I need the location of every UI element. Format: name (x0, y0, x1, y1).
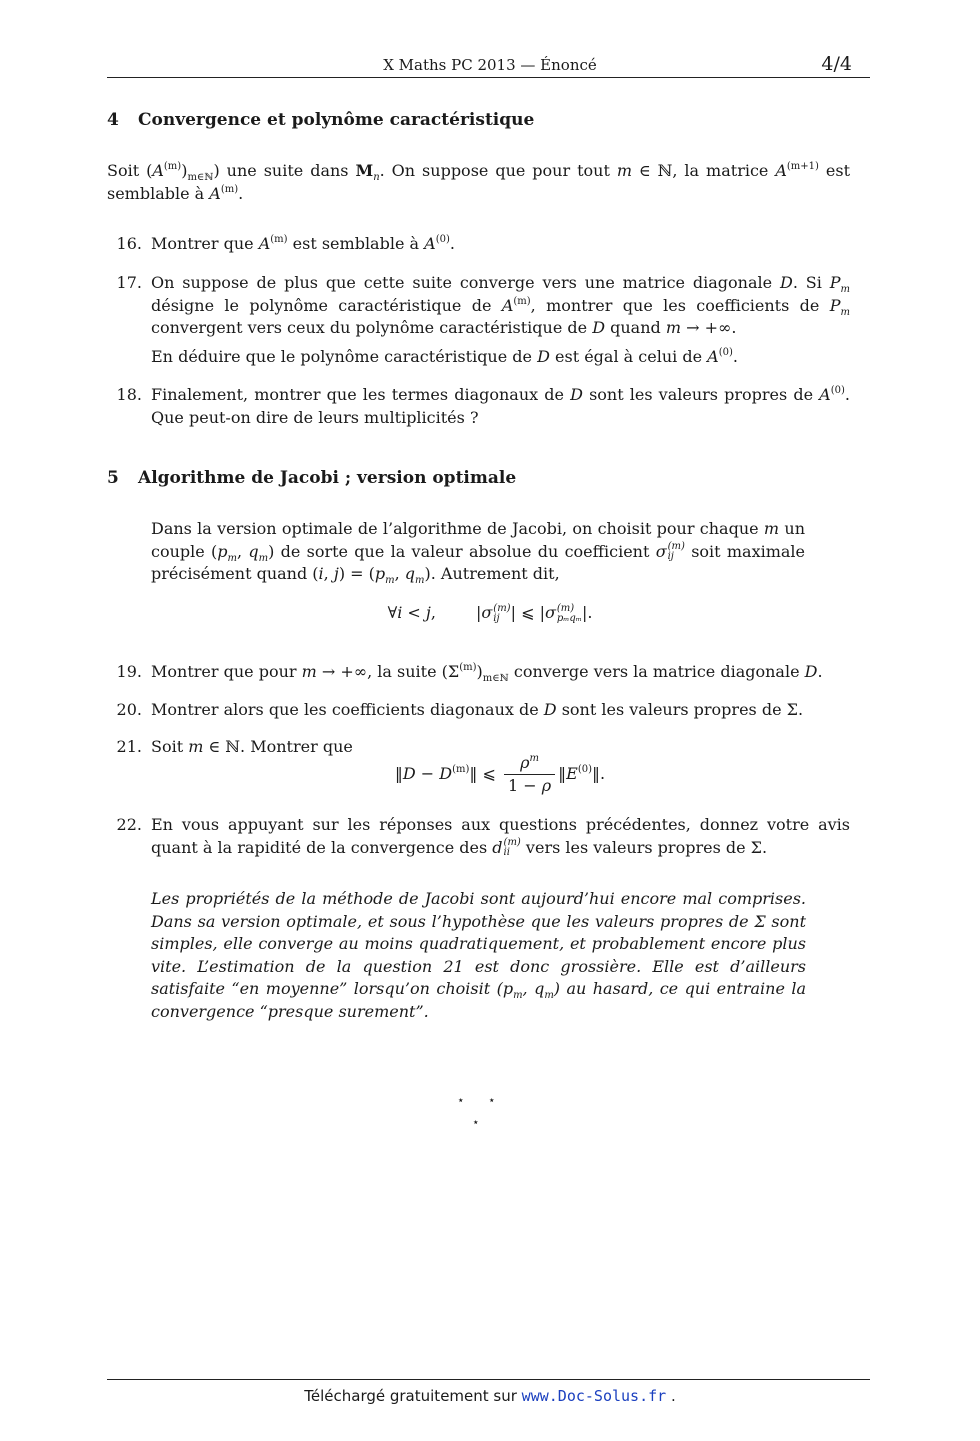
equation-max-coefficient: ∀i < j, |σ (m) ij | ⩽ |σ (m) pₘqₘ |. (387, 602, 593, 624)
question-number: 19. (116, 662, 142, 681)
question-19: Montrer que pour m → +∞, la suite $(\Sigma^{(m)})_{m\in ℕ}$ converge vers la matrice diagonale D. (151, 662, 823, 684)
section-number: 4 (107, 110, 119, 130)
question-number: 17. (116, 273, 142, 292)
remark-paragraph: Les propriétés de la méthode de Jacobi sont aujourd’hui encore mal comprises. Dans sa version optimale, et sous l’hypothèse que les valeurs propres de Σ sont simples, elle converge au moins quadratiquement, et probablement encore plus vite. L’estimation de la question 21 est donc grossière. Elle est d’ailleurs satisfaite “en moyenne” lorsqu’on choisit ($p_m$, $q_m$) au hasard, ce qui entraine la convergence “presque surement”. (151, 889, 807, 1021)
section-title: Algorithme de Jacobi ; version optimale (138, 468, 517, 488)
star-ornament: ⋆ (488, 1093, 496, 1107)
question-20: Montrer alors que les coefficients diagonaux de D sont les valeurs propres de Σ. (151, 700, 804, 719)
fraction: $\frac{\rho^m}{1 - \rho}$ (504, 752, 555, 797)
question-16: Montrer que $A^{(m)}$ est semblable à $A^{(0)}$. (151, 234, 455, 253)
question-number: 21. (116, 737, 142, 756)
footer-rule (107, 1379, 870, 1380)
section-5-heading (107, 468, 516, 488)
running-header-title: X Maths PC 2013 — Énoncé (383, 56, 597, 74)
question-18: Finalement, montrer que les termes diagonaux de D sont les valeurs propres de $A^{(0)}$. Que peut-on dire de leurs multiplicités ? (151, 385, 850, 427)
page-number: 4/4 (821, 53, 852, 75)
footer-text: Téléchargé gratuitement sur (304, 1387, 522, 1405)
header-rule (107, 77, 870, 78)
question-number: 22. (116, 815, 142, 834)
question-17-part-2: En déduire que le polynôme caractéristique de D est égal à celui de $A^{(0)}$. (151, 347, 738, 366)
star-ornament: ⋆ (472, 1115, 480, 1129)
question-number: 20. (116, 700, 142, 719)
question-21: Soit m ∈ ℕ. Montrer que (151, 737, 353, 756)
question-17: On suppose de plus que cette suite converge vers une matrice diagonale D. Si $P_m$ désigne le polynôme caractéristique de $A^{(m)}$, montrer que les coefficients de $P_m$ convergent vers ceux du polynôme caractéristique de D quand m → +∞. (151, 273, 850, 337)
section-4-heading (107, 110, 534, 130)
intro-paragraph: Soit $(A^{(m)})_{m\in ℕ}$) une suite dans $M_n$. On suppose que pour tout m ∈ ℕ, la matrice $A^{(m+1)}$ est semblable à $A^{(m)}$. (107, 161, 851, 203)
section-number: 5 (107, 468, 119, 488)
star-ornament: ⋆ (457, 1093, 465, 1107)
question-22: En vous appuyant sur les réponses aux questions précédentes, donnez votre avis quant à la rapidité de la convergence des d (m) ii vers les valeurs propres de Σ. (151, 815, 850, 858)
footer-link[interactable]: www.Doc-Solus.fr (521, 1387, 667, 1405)
section-title: Convergence et polynôme caractéristique (138, 110, 535, 130)
footer: Téléchargé gratuitement sur www.Doc-Solus.fr . (304, 1387, 676, 1405)
question-number: 16. (116, 234, 142, 253)
jacobi-paragraph: Dans la version optimale de l’algorithme de Jacobi, on choisit pour chaque m un couple ($p_m$, $q_m$) de sorte que la valeur absolue du coefficient σ (m) ij soit maximale précisément quand (i, $j) = (p_m$, $q_m$). Autrement dit, (151, 519, 806, 586)
equation-error-bound: ‖D − $D^{(m)}‖$ ⩽ $\frac{\rho^m}{1 - \rho}$ $‖E^{(0)}‖$. (394, 753, 606, 795)
question-number: 18. (116, 385, 142, 404)
